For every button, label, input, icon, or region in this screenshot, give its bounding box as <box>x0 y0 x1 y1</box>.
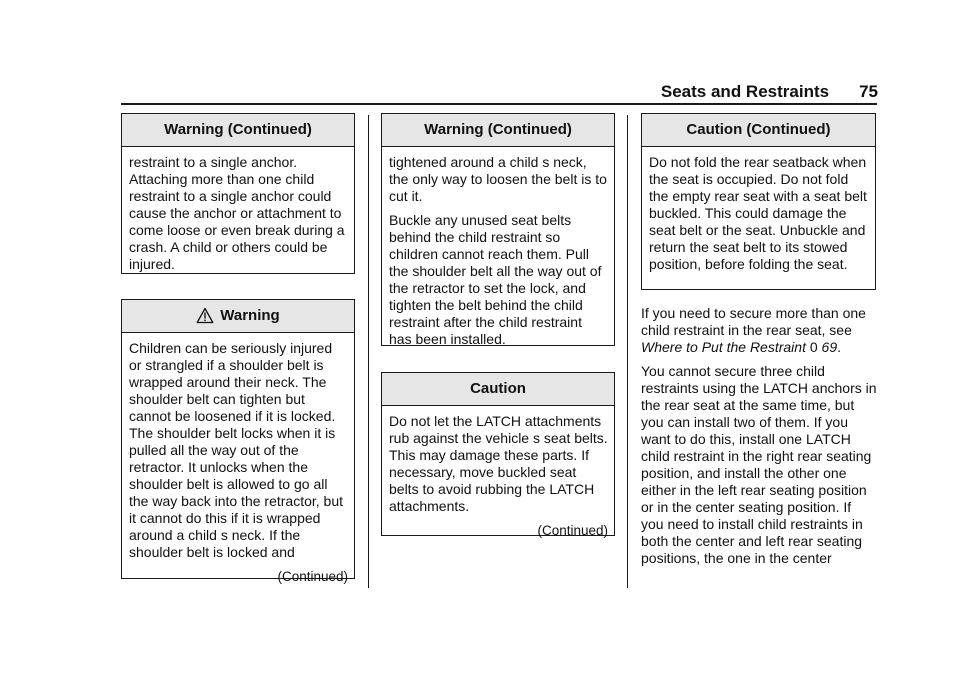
caution-box-col2 <box>381 372 615 536</box>
column-divider-1 <box>368 115 369 588</box>
section-title: Seats and Restraints <box>660 82 830 101</box>
warning-triangle-icon <box>196 304 214 336</box>
box-text-1: tightened around a child s neck, the only way to loosen the belt is to cut it. <box>389 154 607 204</box>
reference-title: Where to Put the Restraint <box>641 339 806 355</box>
column-divider-2 <box>627 115 628 588</box>
page-header <box>0 80 878 104</box>
box-title: Warning (Continued) <box>122 114 354 147</box>
warning-continued-box-col1 <box>121 113 355 274</box>
paragraph-2: You cannot secure three child restraints using the LATCH anchors in the rear seat at the same time, but you can install two of them. If you want to do this, install one LATCH child restraint in the right rear seating position, and install the other one either in the left rear seating position or in the center seating position. If you need to install child restraints in both the center and left rear seating positions, the one in the center <box>641 363 877 566</box>
box-text: Do not fold the rear seatback when the seat is occupied. Do not fold the empty rear seat with a seat belt buckled. This could damage the seat belt or the seat. Unbuckle and return the seat belt to its stowed position, before folding the seat. <box>649 154 867 272</box>
body-text-col3 <box>641 305 877 574</box>
warning-continued-box-col2 <box>381 113 615 346</box>
box-title-row <box>122 300 354 333</box>
box-title: Warning <box>220 307 280 324</box>
page-number: 75 <box>859 82 878 101</box>
reference-page: 69 <box>821 339 838 355</box>
box-text: Do not let the LATCH attachments rub against the vehicle s seat belts. This may damage these parts. If necessary, move buckled seat belts to avoid rubbing the LATCH attachments. <box>389 413 608 514</box>
box-text-2: Buckle any unused seat belts behind the child restraint so children cannot reach them. Pull the shoulder belt all the way out of the retractor to set the lock, and tighten the belt behind the child restraint after the child restraint has been installed. <box>389 212 602 347</box>
header-rule <box>121 103 877 105</box>
paragraph-1-end: . <box>837 339 842 355</box>
box-text: Children can be seriously injured or strangled if a shoulder belt is wrapped around their neck. The shoulder belt can tighten but cannot be loosened if it is locked. The shoulder belt locks when it is pulled all the way out of the retractor. It unlocks when the shoulder belt is allowed to go all the way back into the retractor, but it cannot do this if it is wrapped around a child s neck. If the shoulder belt is locked and <box>129 340 344 560</box>
box-text: restraint to a single anchor. Attaching more than one child restraint to a single anchor could cause the anchor or attachment to come loose or even break during a crash. A child or others could be injured. <box>129 154 345 272</box>
continued-label: (Continued) <box>277 569 348 584</box>
continued-label: (Continued) <box>537 523 608 538</box>
paragraph-1-text: If you need to secure more than one child restraint in the rear seat, see <box>641 305 866 338</box>
box-title: Caution <box>382 373 614 406</box>
paragraph-1 <box>641 305 877 356</box>
warning-box-col1 <box>121 299 355 584</box>
box-title: Caution (Continued) <box>642 114 875 147</box>
cross-reference-link[interactable] <box>641 339 837 355</box>
caution-continued-box-col3 <box>641 113 876 290</box>
box-title: Warning (Continued) <box>382 114 614 147</box>
reference-arrow: 0 <box>809 339 818 355</box>
